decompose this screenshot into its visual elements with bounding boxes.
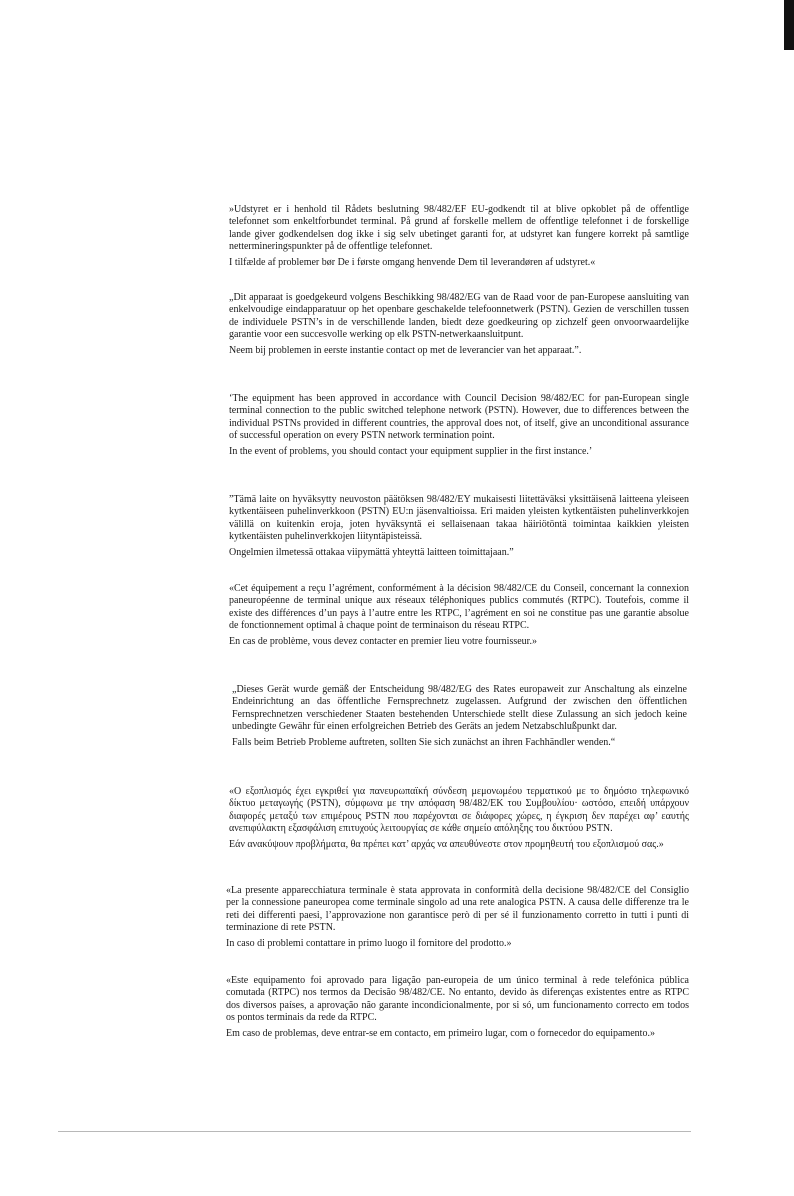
corner-tab-mark <box>784 0 794 50</box>
notice-german <box>232 684 687 749</box>
notice-portuguese <box>226 975 689 1040</box>
notice-body: «Cet équipement a reçu l’agrément, conformément à la décision 98/482/CE du Conseil, concernant la connexion paneuropéenne de terminal unique aux réseaux téléphoniques publics commutés (RTPC). Toutefois, comme il existe des différences d’un pays à l’autre entre les RTPC, l’agrément en soi ne constitue pas une garantie absolue de fonctionnement optimal à chaque point de terminaison du réseau RTPC. <box>229 583 689 631</box>
footer-divider <box>58 1131 691 1132</box>
notice-body: „Dieses Gerät wurde gemäß der Entscheidung 98/482/EG des Rates europaweit zur Anschaltung als einzelne Endeinrichtung an das öffentliche Fernsprechnetz zugelassen. Aufgrund der zwischen den öffentlichen Fernsprechnetzen verschiedener Staaten bestehenden Unterschiede stellt diese Zulassung an sich jedoch keine unbedingte Gewähr für einen erfolgreichen Betrieb des Geräts an jedem Netzabschlußpunkt dar. <box>232 684 687 732</box>
notice-closing: En cas de problème, vous devez contacter en premier lieu votre fournisseur.» <box>229 636 537 648</box>
notice-body: „Dit apparaat is goedgekeurd volgens Beschikking 98/482/EG van de Raad voor de pan-Europese aansluiting van enkelvoudige eindapparatuur op het openbare geschakelde telefoonnetwerk (PSTN). Gezien de verschillen tussen de individuele PSTN’s in de verschillende landen, biedt deze goedkeuring op zichzelf geen onvoorwaardelijke garantie voor een succesvolle werking op elk PSTN-netwerkaansluitpunt. <box>229 292 689 340</box>
notice-body: ”Tämä laite on hyväksytty neuvoston päätöksen 98/482/EY mukaisesti liitettäväksi yksittäisenä laitteena yleiseen kytkentäiseen puhelinverkkoon (PSTN) EU:n jäsenvaltioissa. Eri maiden yleisten kytkentäisten puhelinverkkojen välillä on kuitenkin eroja, joten hyväksyntä ei sellaisenaan takaa häiriötöntä toimintaa kaikkien yleisten kytkentäisten puhelinverkkojen liityntäpisteissä. <box>229 494 689 542</box>
notice-body: ‘The equipment has been approved in accordance with Council Decision 98/482/EC for pan-European single terminal connection to the public switched telephone network (PSTN). However, due to differences between the individual PSTNs provided in different countries, the approval does not, of itself, give an unconditional assurance of successful operation on every PSTN network termination point. <box>229 393 689 441</box>
notice-french <box>229 583 689 648</box>
notice-greek <box>229 786 689 851</box>
notice-body: «La presente apparecchiatura terminale è stata approvata in conformità della decisione 98/482/CE del Consiglio per la connessione paneuropea come terminale singolo ad una rete analogica PSTN. A causa delle differenze tra le reti dei differenti paesi, l’approvazione non garantisce però di per sé il funzionamento corretto in tutti i punti di terminazione di rete PSTN. <box>226 885 689 933</box>
notice-body: »Udstyret er i henhold til Rådets beslutning 98/482/EF EU-godkendt til at blive opkoblet på de offentlige telefonnet som enkeltforbundet terminal. På grund af forskelle mellem de offentlige telefonnet i de forskellige lande giver godkendelsen dog ikke i sig selv ubetinget garanti for, at udstyret kan fungere korrekt på samtlige nettermineringspunkter på de offentlige telefonnet. <box>229 204 689 252</box>
notice-closing: In caso di problemi contattare in primo luogo il fornitore del prodotto.» <box>226 938 512 950</box>
notice-body: «Este equipamento foi aprovado para ligação pan-europeia de um único terminal à rede telefónica pública comutada (RTPC) nos termos da Decisão 98/482/CE. No entanto, devido às diferenças existentes entre as RTPC dos diversos países, a aprovação não garante incondicionalmente, por si só, um funcionamento correcto em todos os pontos terminais da rede da RTPC. <box>226 975 689 1023</box>
notice-english <box>229 393 689 458</box>
notice-closing: Em caso de problemas, deve entrar-se em contacto, em primeiro lugar, com o fornecedor do equipamento.» <box>226 1028 655 1040</box>
notice-closing: Ongelmien ilmetessä ottakaa viipymättä yhteyttä laitteen toimittajaan.” <box>229 547 514 559</box>
notice-closing: Falls beim Betrieb Probleme auftreten, sollten Sie sich zunächst an ihren Fachhändler wenden.“ <box>232 737 616 749</box>
notice-closing: Neem bij problemen in eerste instantie contact op met de leverancier van het apparaat.”. <box>229 345 582 357</box>
notice-danish <box>229 204 689 269</box>
notice-closing: I tilfælde af problemer bør De i første omgang henvende Dem til leverandøren af udstyret.« <box>229 257 596 269</box>
notice-body: «Ο εξοπλισμός έχει εγκριθεί για πανευρωπαϊκή σύνδεση μεμονωμέου τερματικού με το δημόσιο τηλεφωνικό δίκτυο μεταγωγής (PSTN), σύμφωνα με την απόφαση 98/482/ΕΚ του Συμβουλίου· ωστόσο, επειδή υπάρχουν διαφορές μεταξύ των επιμέρους PSTN που παρέχονται σε διάφορες χώρες, η έγκριση δεν παρέχει αφ’ εαυτής ανεπιφύλακτη εξασφάλιση επιτυχούς λειτουργίας σε κάθε σημείο απόληξης του δικτύου PSTN. <box>229 786 689 834</box>
notice-closing: Εάν ανακύψουν προβλήματα, θα πρέπει κατ’ αρχάς να απευθύνεστε στον προμηθευτή του εξοπλισμού σας.» <box>229 839 664 851</box>
notice-italian <box>226 885 689 950</box>
notice-finnish <box>229 494 689 559</box>
notice-dutch <box>229 292 689 357</box>
notice-closing: In the event of problems, you should contact your equipment supplier in the first instance.’ <box>229 446 593 458</box>
